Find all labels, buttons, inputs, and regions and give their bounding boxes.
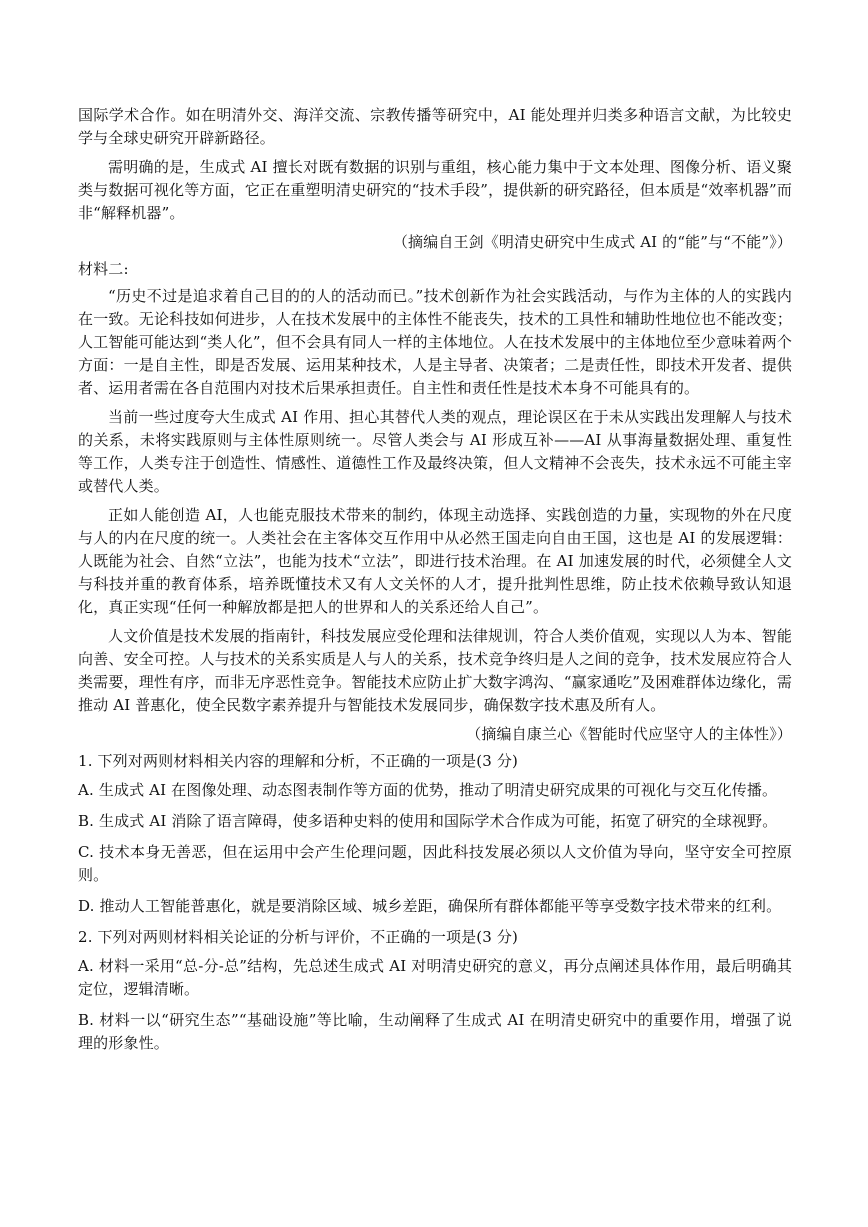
material2-paragraph: “历史不过是追求着自己目的的人的活动而已。”技术创新作为社会实践活动，与作为主体的人的实践内在一致。无论科技如何进步，人在技术发展中的主体性不能丧失，技术的工具性和辅助性地位也不能改变；人工智能可能达到“类人化”，但不会具有同人一样的主体地位。人在技术发展中的主体地位至少意味着两个方面：一是自主性，即是否发展、运用某种技术，人是主导者、决策者；二是责任性，即技术开发者、提供者、运用者需在各自范围内对技术后果承担责任。自主性和责任性是技术本身不可能具有的。 (78, 287, 792, 397)
page-content (78, 104, 792, 1063)
material2-paragraph: 人文价值是技术发展的指南针，科技发展应受伦理和法律规训，符合人类价值观，实现以人为本、智能向善、安全可控。人与技术的关系实质是人与人的关系，技术竞争终归是人之间的竞争，技术发展应符合人类需要，理性有序，而非无序恶性竞争。智能技术应防止扩大数字鸿沟、“赢家通吃”及困难群体边缘化，需推动 AI 普惠化，使全民数字素养提升与智能技术发展同步，确保数字技术惠及所有人。 (78, 627, 792, 714)
question-1-option-d: D. 推动人工智能普惠化，就是要消除区域、城乡差距，确保所有群体都能平等享受数字技术带来的红利。 (78, 897, 782, 915)
material2-label: 材料二: (78, 260, 129, 278)
question-1-option-b: B. 生成式 AI 消除了语言障碍，使多语种史料的使用和国际学术合作成为可能，拓宽了研究的全球视野。 (78, 812, 778, 830)
question-2-option-a: A. 材料一采用“总-分-总”结构，先总述生成式 AI 对明清史研究的意义，再分点阐述具体作用，最后明确其定位，逻辑清晰。 (78, 957, 792, 998)
question-2-stem: 2. 下列对两则材料相关论证的分析与评价，不正确的一项是(3 分) (78, 928, 519, 946)
material2-paragraph: 正如人能创造 AI，人也能克服技术带来的制约，体现主动选择、实践创造的力量，实现物的外在尺度与人的内在尺度的统一。人类社会在主客体交互作用中从必然王国走向自由王国，这也是 AI 的发展逻辑：人既能为社会、自然“立法”，也能为技术“立法”，即进行技术治理。在 AI 加速发展的时代，必须健全人文与科技并重的教育体系，培养既懂技术又有人文关怀的人才，提升批判性思维，防止技术依赖导致认知退化，真正实现“任何一种解放都是把人的世界和人的关系还给人自己”。 (78, 506, 792, 616)
question-1-option-a: A. 生成式 AI 在图像处理、动态图表制作等方面的优势，推动了明清史研究成果的可视化与交互化传播。 (78, 781, 778, 799)
question-2-option-b: B. 材料一以“研究生态”“基础设施”等比喻，生动阐释了生成式 AI 在明清史研究中的重要作用，增强了说理的形象性。 (78, 1011, 792, 1052)
material1-source: （摘编自王剑《明清史研究中生成式 AI 的“能”与“不能”》） (392, 233, 792, 251)
material1-paragraph-conclusion: 需明确的是，生成式 AI 擅长对既有数据的识别与重组，核心能力集中于文本处理、图像分析、语义聚类与数据可视化等方面，它正在重塑明清史研究的“技术手段”，提供新的研究路径，但本质是“效率机器”而非“解释机器”。 (78, 158, 792, 222)
question-1-option-c: C. 技术本身无善恶，但在运用中会产生伦理问题，因此科技发展必须以人文价值为导向，坚守安全可控原则。 (78, 843, 792, 884)
question-1-stem: 1. 下列对两则材料相关内容的理解和分析，不正确的一项是(3 分) (78, 752, 519, 770)
material2-paragraph: 当前一些过度夸大生成式 AI 作用、担心其替代人类的观点，理论误区在于未从实践出发理解人与技术的关系，未将实践原则与主体性原则统一。尽管人类会与 AI 形成互补——AI 从事海量数据处理、重复性等工作，人类专注于创造性、情感性、道德性工作及最终决策，但人文精神不会丧失，技术永远不可能主宰或替代人类。 (78, 408, 792, 495)
material1-paragraph-continued: 国际学术合作。如在明清外交、海洋交流、宗教传播等研究中，AI 能处理并归类多种语言文献，为比较史学与全球史研究开辟新路径。 (78, 106, 792, 147)
material2-source: （摘编自康兰心《智能时代应坚守人的主体性》） (466, 725, 792, 743)
